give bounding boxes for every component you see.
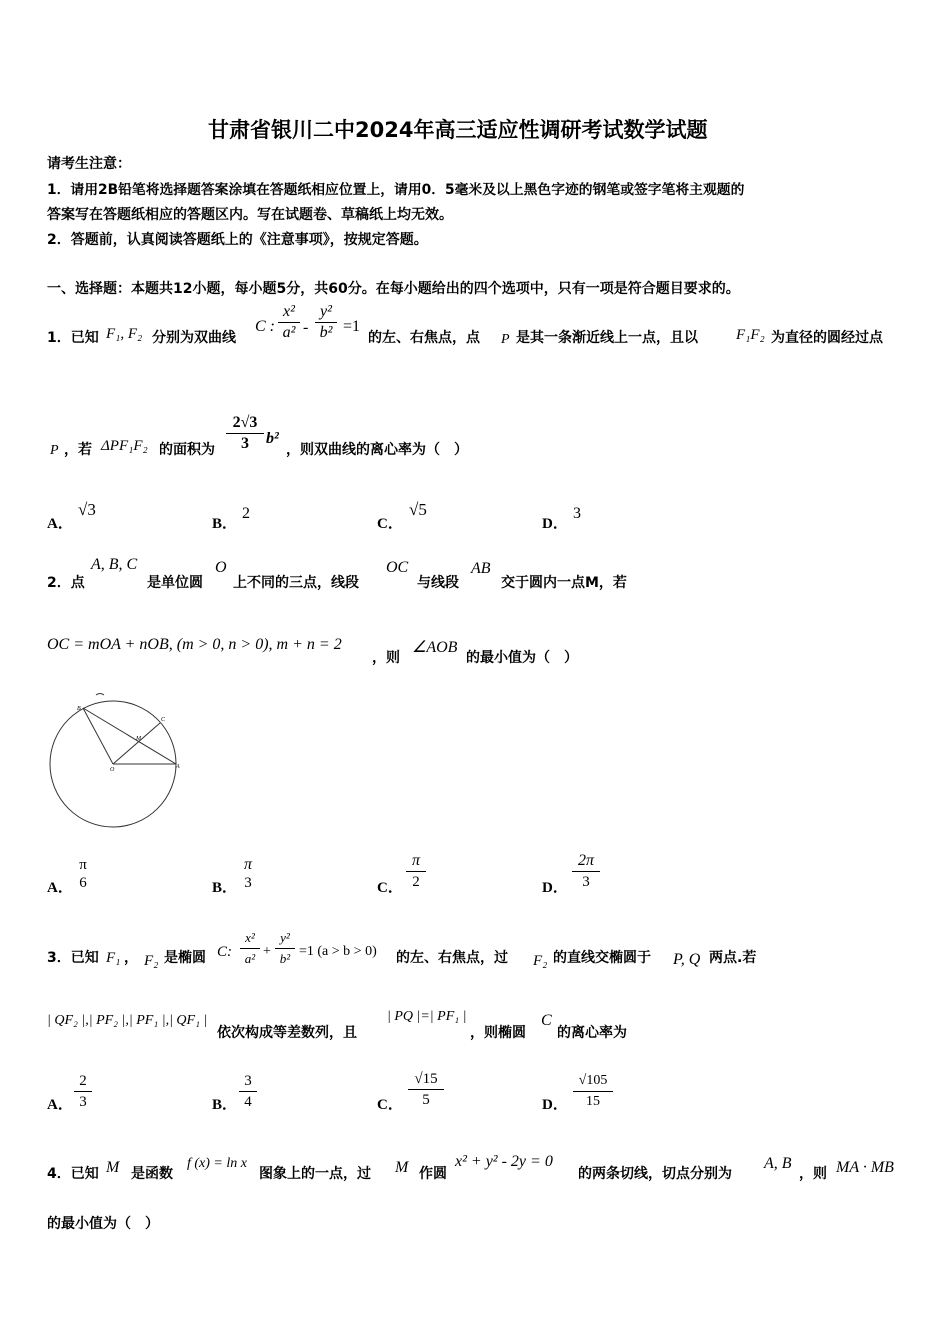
q4-text-3: 图象上的一点，过 (259, 1166, 371, 1182)
q1-option-d-value: 3 (573, 505, 581, 522)
figure-mark (96, 694, 104, 696)
q2-math-abc: A, B, C (91, 556, 138, 573)
q4-math-circle: x² + y² - 2y = 0 (455, 1153, 553, 1170)
q1-option-d-label: D． (542, 516, 568, 532)
q4-math-m-2: M (395, 1159, 409, 1176)
q3-text-2: ， (124, 950, 138, 966)
q3-text-6: 两点.若 (709, 950, 757, 966)
q3-text-8: ，则椭圆 (470, 1025, 526, 1041)
q2-math-condition: OC = mOA + nOB, (m > 0, n > 0), m + n = 2 (47, 636, 342, 653)
q1-text-1: 1．已知 (47, 330, 99, 346)
q3-text-9: 的离心率为 (557, 1025, 627, 1041)
q4-text-4: 作圆 (419, 1166, 447, 1182)
q2-text-2: 是单位圆 (147, 575, 203, 591)
q3-math-pq: P, Q (673, 951, 701, 968)
q2-option-c-label: C． (377, 880, 403, 896)
point-c-label: C (161, 717, 166, 723)
segment-ob (83, 708, 113, 764)
q1-math-b2: b² (266, 430, 279, 447)
q2-math-oc: OC (386, 559, 409, 576)
q2-text-1: 2．点 (47, 575, 85, 591)
q3-math-c: C: (217, 944, 232, 960)
q3-math-f2: F₂ (144, 953, 159, 969)
unit-circle-figure (44, 688, 216, 828)
q4-math-m: M (106, 1159, 120, 1176)
q3-fraction-y: y² b² (275, 929, 295, 968)
q1-text-6: ，若 (64, 442, 92, 458)
segment-oc (113, 723, 160, 764)
q1-option-a-value: √3 (78, 500, 96, 519)
notice-line-3: 2．答题前，认真阅读答题纸上的《注意事项》，按规定答题。 (47, 232, 428, 248)
q4-math-dot-product: MA · MB (836, 1159, 894, 1176)
q2-text-3: 上不同的三点，线段 (233, 575, 359, 591)
q4-text-2: 是函数 (131, 1166, 173, 1182)
q1-text-4: 是其一条渐近线上一点，且以 (516, 330, 698, 346)
q1-option-b-label: B． (212, 516, 238, 532)
q1-option-c-label: C． (377, 516, 403, 532)
q1-math-triangle: ΔPF₁F₂ (101, 438, 148, 454)
notice-line-1: 1．请用2B铅笔将选择题答案涂填在答题纸相应位置上，请用0．5毫米及以上黑色字迹的钢笔或签字笔将主观题的 (47, 182, 745, 198)
q3-text-1: 3．已知 (47, 950, 99, 966)
q2-option-a-value: π 6 (79, 857, 87, 891)
q2-option-c-value: π 2 (406, 852, 426, 891)
q3-math-c-2: C (541, 1012, 552, 1029)
q2-option-d-label: D． (542, 880, 568, 896)
q3-option-c-value: √15 5 (408, 1070, 444, 1109)
q3-math-f1: F₁ (106, 950, 121, 966)
section-heading: 一、选择题：本题共12小题，每小题5分，共60分。在每小题给出的四个选项中，只有一项是符合题目要求的。 (47, 281, 740, 297)
notice-heading: 请考生注意： (47, 156, 131, 172)
q1-math-f1f2-2: F₁F₂ (736, 327, 765, 343)
q2-text-7: 的最小值为（ ） (466, 650, 578, 666)
q2-math-ab: AB (471, 560, 491, 577)
q2-text-6: ，则 (372, 650, 400, 666)
q3-text-3: 是椭圆 (164, 950, 206, 966)
notice-line-2: 答案写在答题纸相应的答题区内。写在试题卷、草稿纸上均无效。 (47, 207, 453, 223)
q3-option-a-label: A． (47, 1097, 73, 1113)
q1-eq: =1 (343, 318, 361, 335)
q3-fraction-x: x² a² (240, 929, 260, 968)
q3-option-d-value: √105 15 (573, 1072, 613, 1111)
q2-option-d-value: 2π 3 (572, 852, 600, 891)
q1-math-p: P (501, 332, 510, 347)
q4-math-function: f (x) = ln x (187, 1156, 247, 1171)
q3-text-4: 的左、右焦点，过 (396, 950, 508, 966)
q1-math-c: C : (255, 318, 275, 335)
q2-math-o: O (215, 559, 227, 576)
q1-fraction-y: y² b² (315, 303, 337, 342)
q1-option-a-label: A． (47, 516, 73, 532)
q1-math-p-2: P (50, 443, 59, 458)
page-title: 甘肃省银川二中2024年高三适应性调研考试数学试题 (208, 118, 708, 142)
q3-option-a-value: 2 3 (74, 1072, 92, 1111)
q4-text-6: ，则 (799, 1166, 827, 1182)
q1-option-c-value: √5 (409, 500, 427, 519)
q3-option-b-value: 3 4 (239, 1072, 257, 1111)
q4-text-7: 的最小值为（ ） (47, 1216, 159, 1232)
q3-option-d-label: D． (542, 1097, 568, 1113)
q1-fraction-area: 2√3 3 (226, 414, 264, 453)
q3-option-b-label: B． (212, 1097, 238, 1113)
q4-text-1: 4．已知 (47, 1166, 99, 1182)
q1-minus: - (303, 319, 309, 336)
point-m-label: M (136, 736, 141, 742)
q3-math-pq-eq: | PQ |=| PF₁ | (387, 1009, 467, 1024)
q4-math-ab: A, B (764, 1155, 792, 1172)
q1-fraction-x: x² a² (278, 303, 300, 342)
q1-text-7: 的面积为 (159, 442, 215, 458)
q1-math-f1f2: F₁, F₂ (106, 326, 143, 342)
point-a-label: A (176, 764, 180, 770)
point-b-label: B (77, 706, 81, 712)
q3-text-7: 依次构成等差数列，且 (217, 1025, 357, 1041)
q2-text-4: 与线段 (417, 575, 459, 591)
q3-text-5: 的直线交椭圆于 (553, 950, 651, 966)
q3-eq: =1 (a > b > 0) (299, 944, 377, 959)
q4-text-5: 的两条切线，切点分别为 (578, 1166, 732, 1182)
q2-option-b-value: π 3 (243, 856, 252, 891)
q3-math-f2-2: F₂ (533, 953, 548, 969)
q1-text-8: ，则双曲线的离心率为（ ） (286, 442, 468, 458)
q3-plus: + (263, 944, 271, 959)
q1-option-b-value: 2 (242, 505, 250, 522)
q3-option-c-label: C． (377, 1097, 403, 1113)
q2-option-b-label: B． (212, 880, 238, 896)
q2-option-a-label: A． (47, 880, 73, 896)
q1-text-5: 为直径的圆经过点 (771, 330, 883, 346)
q1-text-3: 的左、右焦点，点 (368, 330, 480, 346)
q1-text-2: 分别为双曲线 (152, 330, 236, 346)
q3-math-sequence: | QF₂ |,| PF₂ |,| PF₁ |,| QF₁ | (47, 1013, 208, 1028)
q2-math-angle: ∠AOB (412, 639, 458, 656)
point-o-label: O (110, 767, 115, 773)
q2-text-5: 交于圆内一点M，若 (501, 575, 627, 591)
